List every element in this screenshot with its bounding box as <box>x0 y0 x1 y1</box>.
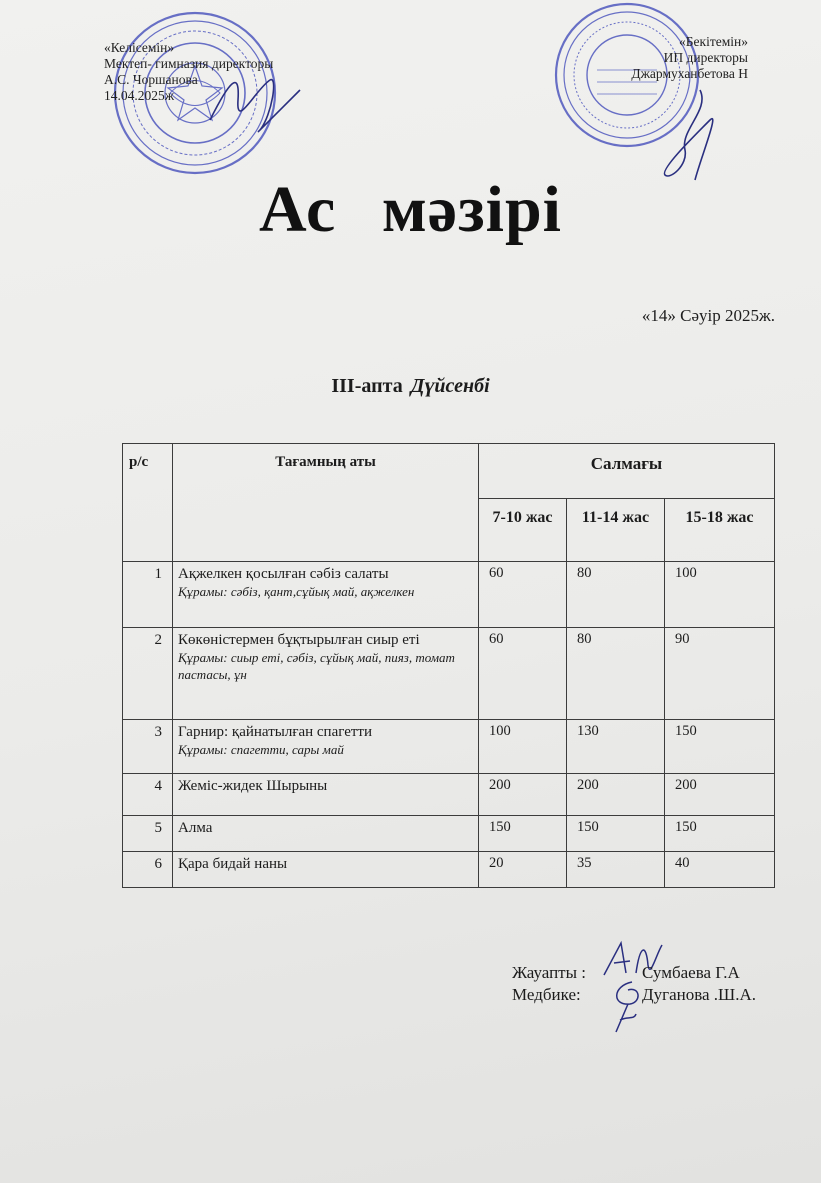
responsible-row <box>512 962 756 984</box>
row-dish-name <box>173 774 479 816</box>
header-age-15-18: 15-18 жас <box>665 499 775 562</box>
row-weight-15-18: 100 <box>665 562 775 628</box>
approval-left-line4: 14.04.2025ж <box>104 88 175 103</box>
signature-block <box>512 962 756 1006</box>
approval-left-line1: «Келісемін» <box>104 40 175 55</box>
nurse-label: Медбике: <box>512 985 581 1004</box>
table-row <box>123 628 775 720</box>
dish-composition: Құрамы: спагетти, сары май <box>178 742 344 757</box>
row-dish-name <box>173 562 479 628</box>
row-weight-11-14: 150 <box>567 816 665 852</box>
week-heading <box>0 375 821 398</box>
row-number: 3 <box>123 720 173 774</box>
approval-right-line1: «Бекітемін» <box>679 34 748 49</box>
table-row <box>123 816 775 852</box>
page-title: Ас мәзірі <box>259 173 562 246</box>
responsible-label: Жауапты : <box>512 963 587 982</box>
week-day: Дүйсенбі <box>410 375 490 397</box>
row-weight-15-18: 200 <box>665 774 775 816</box>
table-header-row <box>123 444 775 499</box>
dish-name-text: Қара бидай наны <box>178 856 288 872</box>
row-weight-15-18: 90 <box>665 628 775 720</box>
dish-name-text: Гарнир: қайнатылған спагетти <box>178 724 372 740</box>
approval-right-line2: ИП директоры <box>663 50 748 65</box>
row-weight-15-18: 40 <box>665 852 775 888</box>
row-weight-7-10: 100 <box>479 720 567 774</box>
header-age-7-10: 7-10 жас <box>479 499 567 562</box>
document-date: «14» Сәуір 2025ж. <box>641 306 775 325</box>
row-weight-11-14: 80 <box>567 628 665 720</box>
dish-name-text: Ақжелкен қосылған сәбіз салаты <box>178 566 389 582</box>
nurse-row <box>512 984 756 1006</box>
approval-right <box>548 34 748 82</box>
row-dish-name <box>173 852 479 888</box>
row-weight-7-10: 60 <box>479 562 567 628</box>
dish-composition: Құрамы: сәбіз, қант,сұйық май, ақжелкен <box>178 584 415 599</box>
week-label: III-апта <box>331 375 403 397</box>
menu-table <box>122 443 775 888</box>
header-weight: Салмағы <box>479 444 775 499</box>
table-row <box>123 774 775 816</box>
menu-table-body <box>123 562 775 888</box>
row-weight-15-18: 150 <box>665 816 775 852</box>
row-weight-7-10: 20 <box>479 852 567 888</box>
table-row <box>123 852 775 888</box>
table-row <box>123 562 775 628</box>
row-weight-7-10: 200 <box>479 774 567 816</box>
row-number: 4 <box>123 774 173 816</box>
row-dish-name <box>173 816 479 852</box>
dish-name-text: Көкөністермен бұқтырылған сиыр еті <box>178 632 420 648</box>
row-weight-7-10: 150 <box>479 816 567 852</box>
row-weight-11-14: 35 <box>567 852 665 888</box>
row-number: 2 <box>123 628 173 720</box>
row-weight-11-14: 200 <box>567 774 665 816</box>
row-dish-name <box>173 628 479 720</box>
nurse-name: Дуганова .Ш.А. <box>642 985 756 1004</box>
dish-name-text: Алма <box>178 820 213 836</box>
approval-left-line2: Мектеп- гимназия директоры <box>104 56 274 71</box>
row-number: 5 <box>123 816 173 852</box>
approval-left-line3: А.С. Чоршанова <box>104 72 198 87</box>
header-dish-name: Тағамның аты <box>173 444 479 562</box>
row-weight-15-18: 150 <box>665 720 775 774</box>
header-age-11-14: 11-14 жас <box>567 499 665 562</box>
responsible-name: Сумбаева Г.А <box>642 963 740 982</box>
approval-left <box>104 40 354 104</box>
row-weight-7-10: 60 <box>479 628 567 720</box>
row-number: 1 <box>123 562 173 628</box>
row-dish-name <box>173 720 479 774</box>
dish-composition: Құрамы: сиыр еті, сәбіз, сұйық май, пияз, томат пастасы, ұн <box>178 650 455 682</box>
row-number: 6 <box>123 852 173 888</box>
row-weight-11-14: 130 <box>567 720 665 774</box>
dish-name-text: Жеміс-жидек Шырыны <box>178 778 328 794</box>
table-row <box>123 720 775 774</box>
row-weight-11-14: 80 <box>567 562 665 628</box>
approval-right-line3: Джармуханбетова Н <box>631 66 748 81</box>
header-number: р/с <box>123 444 173 562</box>
